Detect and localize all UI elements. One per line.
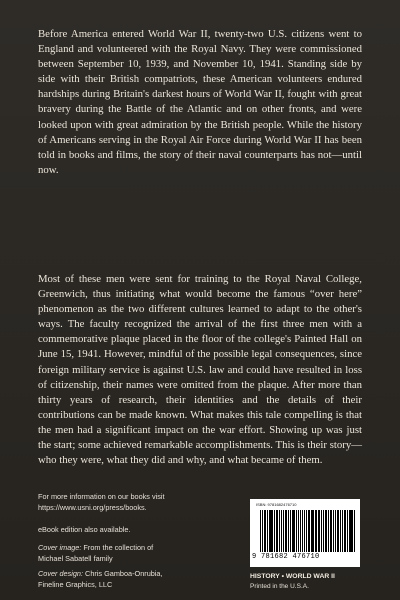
barcode-bar: [315, 510, 316, 552]
cover-image-line2: Michael Sabatell family: [38, 553, 113, 563]
barcode-bar: [311, 510, 314, 552]
cover-image-credit: [38, 543, 238, 564]
barcode-bar: [290, 510, 291, 552]
category-label: HISTORY • WORLD WAR II: [250, 573, 335, 580]
barcode-bar: [264, 510, 266, 552]
cover-design-label: Cover design:: [38, 569, 84, 578]
barcode-bar: [302, 510, 303, 552]
cover-image-text: From the collection of: [81, 543, 154, 552]
barcode-bar: [270, 510, 273, 552]
barcode-bar: [288, 510, 289, 552]
barcode-bar: [330, 510, 333, 552]
isbn-barcode: [250, 499, 360, 567]
barcode-bar: [344, 510, 346, 552]
barcode-bar: [323, 510, 324, 552]
barcode-bar: [281, 510, 282, 552]
more-info-line1: For more information on our books visit: [38, 492, 165, 501]
barcode-bar: [349, 510, 350, 552]
barcode-bar: [269, 510, 270, 552]
barcode-bar: [296, 510, 297, 552]
barcode-bar: [354, 510, 355, 552]
barcode-bar: [279, 510, 280, 552]
barcode-bar: [276, 510, 278, 552]
blurb-paragraph-2: Most of these men were sent for training to the Royal Naval College, Greenwich, thus initiating what would become the famous “over here” phenomenon as the two different cultures learned to adapt to the other's ways. The faculty recognized the arrival of the first three men with a commemorative plaque placed in the floor of the college's Painted Hall on June 15, 1941. However, mindful of the possible legal consequences, since foreign military service is against U.S. law and could have resulted in loss of citizenship, their names were omitted from the plaque. After more than thirty years of research, their identities and the details of their contributions can be made known. What makes this tale compelling is that the men had a significant impact on the war effort. Showing up was just the start; some achieved remarkable accomplishments. This is their story—who they were, what they did and why, and what became of them.: [38, 273, 362, 467]
barcode-bar: [285, 510, 287, 552]
blurb-paragraph-1: Before America entered World War II, twenty-two U.S. citizens went to England and volunteered with the Royal Navy. They were commissioned between September 10, 1939, and November 10, 1941. Standing side by side with their British compatriots, these American volunteers endured hardships during Britain's darkest hours of World War II, fought with great bravery during the Battle of the Atlantic and on other fronts, and were looked upon with great admiration by the British people. While the history of Americans serving in the Royal Air Force during World War II has been told in books and films, the story of their naval counterparts has not—until now.: [38, 28, 362, 176]
barcode-bar: [262, 510, 263, 552]
cover-design-credit: [38, 569, 238, 590]
barcode-bar: [328, 510, 329, 552]
barcode-bar: [318, 510, 320, 552]
barcode-bar: [347, 510, 348, 552]
barcode-bar: [321, 510, 322, 552]
barcode-bar: [304, 510, 305, 552]
more-info-url: https://www.usni.org/press/books.: [38, 502, 147, 512]
barcode-bar: [283, 510, 285, 552]
printed-in-label: Printed in the U.S.A.: [250, 583, 309, 590]
barcode-bar: [306, 510, 307, 552]
barcode-bar: [325, 510, 327, 552]
ebook-note: eBook edition also available.: [38, 525, 131, 534]
barcode-bar: [350, 510, 353, 552]
barcode-bar: [274, 510, 275, 552]
barcode-bar: [337, 510, 339, 552]
isbn-number: 9 781682 476710: [252, 553, 320, 561]
barcode-bar: [308, 510, 310, 552]
cover-design-line2: Fineline Graphics, LLC: [38, 579, 113, 589]
barcode-bars: [260, 510, 356, 552]
barcode-top-text: ISBN: 9781682476710: [256, 502, 297, 507]
barcode-bar: [298, 510, 299, 552]
barcode-bar: [260, 510, 261, 552]
barcode-bar: [316, 510, 317, 552]
barcode-bar: [335, 510, 336, 552]
barcode-bar: [342, 510, 343, 552]
barcode-bar: [267, 510, 268, 552]
cover-design-text: Chris Gamboa-Onrubia,: [83, 569, 163, 578]
cover-image-label: Cover image:: [38, 543, 82, 552]
barcode-bar: [300, 510, 302, 552]
barcode-bar: [333, 510, 334, 552]
more-info-note: [38, 492, 238, 513]
barcode-bar: [340, 510, 341, 552]
barcode-bar: [292, 510, 295, 552]
